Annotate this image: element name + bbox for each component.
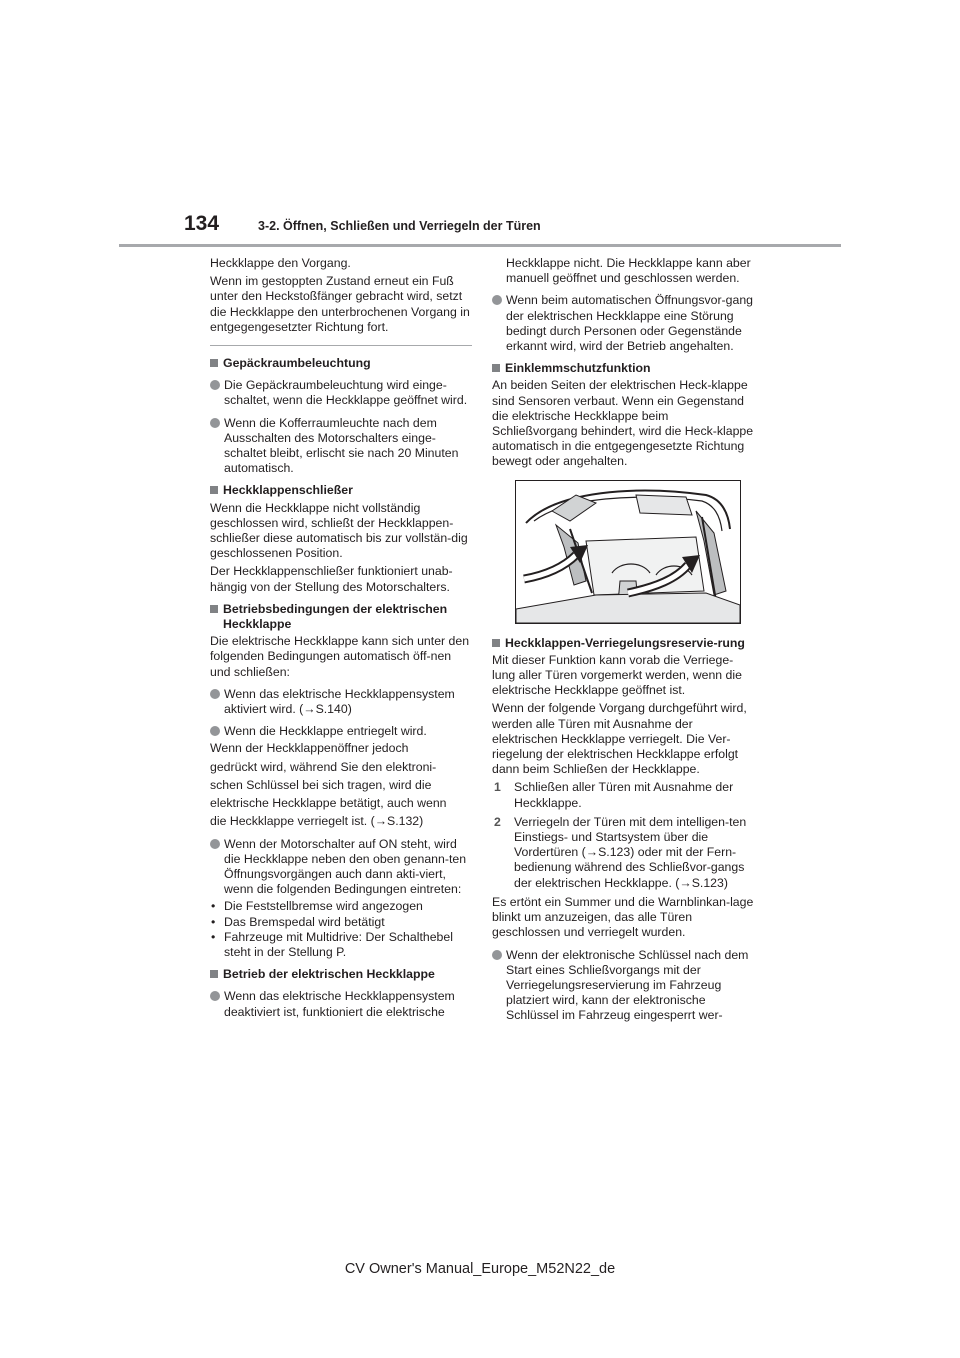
bullet-item [210,687,472,717]
bullet-item [210,837,472,898]
bullet-dot-icon [210,689,220,699]
step-item [492,780,754,810]
heading-einklemmschutzfunktion [492,361,754,376]
paragraph: Es ertönt ein Summer und die Warnblinkan-lage blinkt um anzuzeigen, das alle Türen geschlossen und verriegelt wurden. [492,894,754,940]
page-reference-link[interactable]: →S.123) [679,875,728,890]
heading-heckklappenschliesser [210,483,472,498]
heading-text: Gepäckraumbeleuchtung [223,356,371,371]
intro-paragraph-1: Heckklappe den Vorgang. [210,256,351,270]
intro-paragraph-2: Wenn im gestoppten Zustand erneut ein Fuß unter den Heckstoßfänger gebracht wird, setzt die Heckklappe den unterbrochenen Vorgang in entgegengesetzter Richtung fort. [210,274,470,334]
bullet-item [210,378,472,408]
paragraph: Wenn der folgende Vorgang durchgeführt wird, werden alle Türen mit Ausnahme der elektrischen Heckklappe verriegelt. Die Ver-riegelung der elektrischen Heckklappe erfolgt dann beim Schließen der Heckklappe. [492,701,747,777]
heading-square-icon [210,359,218,367]
dash-item [210,899,472,914]
bullet-text: Die Gepäckraumbeleuchtung wird einge-schaltet, wenn die Heckklappe geöffnet wird. [224,378,468,408]
paragraph: Die elektrische Heckklappe kann sich unter den folgenden Bedingungen automatisch öff-nen und schließen: [210,634,470,679]
heading-square-icon [210,486,218,494]
bullet-dot-icon [210,418,220,428]
bullet-dot-icon [492,950,502,960]
footer-manual-id: CV Owner's Manual_Europe_M52N22_de [344,1261,616,1277]
section-title: 3-2. Öffnen, Schließen und Verriegeln der Türen [258,219,541,233]
bullet-item [210,724,472,739]
dash-marker: • [211,914,216,929]
dash-marker: • [211,899,216,914]
step-text: Schließen aller Türen mit Ausnahme der Heckklappe. [514,780,734,810]
dash-item [210,915,472,930]
text-line: schen Schlüssel bei sich tragen, wird die [210,777,432,792]
bullet-item [492,293,754,354]
heading-text: Heckklappen-Verriegelungsreservie-rung [505,635,745,650]
heading-betriebsbedingungen [210,602,472,632]
heading-betrieb-heckklappe [210,967,472,982]
page-reference-link[interactable]: →S.140) [303,702,352,717]
dash-text: Die Feststellbremse wird angezogen [224,899,423,914]
step-text: Verriegeln der Türen mit dem intelligen-ten Einstiegs- und Startsystem über die Vordertüren ( [514,814,747,860]
heading-square-icon [492,639,500,647]
step-text-continued: ) oder mit der Fern-bedienung während des Schließvor-gangs der elektrischen Heckklappe. ( [514,845,745,890]
paragraph: Wenn die Heckklappe nicht vollständig geschlossen wird, schließt der Heckklappen-schließer diese automatisch bis zur vollstän-dig geschlossenen Position. [210,500,468,561]
tailgate-sensor-illustration [515,480,741,624]
bullet-item [492,948,754,1024]
continued-paragraph: Heckklappe nicht. Die Heckklappe kann aber manuell geöffnet und geschlossen werden. [506,256,751,286]
bullet-item [210,989,472,1019]
paragraph: Mit dieser Funktion kann vorab die Verriege-lung aller Türen vorgemerkt werden, wenn die elektrische Heckklappe geöffnet ist. [492,652,742,698]
text-line: gedrückt wird, während Sie den elektroni- [210,759,437,774]
page-reference-link[interactable]: →S.123 [585,845,631,860]
header-rule [119,244,841,247]
heading-square-icon [210,605,218,613]
text-line: elektrische Heckklappe betätigt, auch wenn [210,796,447,811]
page-reference-link[interactable]: →S.132) [374,814,424,829]
bullet-dot-icon [210,380,220,390]
bullet-text: Wenn die Heckklappe entriegelt wird. [224,724,427,739]
bullet-dot-icon [210,726,220,736]
heading-square-icon [210,970,218,978]
text-line-content: die Heckklappe verriegelt ist. ( [210,814,375,829]
heading-text: Betriebsbedingungen der elektrischen Heckklappe [223,601,448,632]
step-number: 2 [494,814,501,829]
page-number: 134 [184,212,220,235]
left-column [210,256,472,1022]
paragraph: An beiden Seiten der elektrischen Heck-klappe sind Sensoren verbaut. Wenn ein Gegenstand die elektrische Heckklappe beim Schließvorgang behindert, wird die Heck-klappe automatisch in die entgegengesetzte Richtung bewegt oder angehalten. [492,378,754,469]
bullet-dot-icon [492,295,502,305]
heading-text: Heckklappenschließer [223,483,353,498]
bullet-text: Wenn beim automatischen Öffnungsvor-gang der elektrischen Heckklappe eine Störung bedingt durch Personen oder Gegenstände erkannt wird, wird der Betrieb angehalten. [506,293,753,354]
heading-verriegelungsreservierung [492,636,754,651]
heading-square-icon [492,364,500,372]
text-line: Wenn der Heckklappenöffner jedoch [210,741,409,756]
dash-text: Das Bremspedal wird betätigt [224,914,385,929]
section-divider [210,345,472,346]
bullet-text: Wenn der Motorschalter auf ON steht, wird die Heckklappe neben den oben genann-ten Öffnungsvorgängen auch dann akti-viert, wenn die folgenden Bedingungen eintreten: [224,836,467,897]
bullet-text: Wenn das elektrische Heckklappensystem deaktiviert ist, funktioniert die elektrische [224,989,455,1019]
heading-text: Betrieb der elektrischen Heckklappe [223,967,435,982]
dash-marker: • [211,929,216,944]
dash-text: Fahrzeuge mit Multidrive: Der Schalthebel steht in der Stellung P. [224,929,453,959]
bullet-item [210,416,472,477]
bullet-text: Wenn das elektrische Heckklappensystem aktiviert wird. ( [224,686,455,717]
bullet-text: Wenn die Kofferraumleuchte nach dem Ausschalten des Motorschalters einge-schaltet bleibt, erlischt sie nach 20 Minuten automatisch. [224,415,459,476]
text-line [210,814,472,829]
right-column [492,256,754,1026]
heading-gepaeckraumbeleuchtung [210,356,472,371]
bullet-dot-icon [210,839,220,849]
step-number: 1 [494,780,501,795]
paragraph: Der Heckklappenschließer funktioniert unab-hängig von der Stellung des Motorschalters. [210,564,453,594]
dash-item [210,930,472,960]
bullet-text: Wenn der elektronische Schlüssel nach dem Start eines Schließvorgangs mit der Verriegelungsreservierung im Fahrzeug platziert wird, kann der elektronische Schlüssel im Fahrzeug eingesperrt wer- [506,947,749,1023]
tailgate-illustration-svg [516,481,740,623]
step-item [492,815,754,891]
bullet-dot-icon [210,991,220,1001]
heading-text: Einklemmschutzfunktion [505,361,651,376]
